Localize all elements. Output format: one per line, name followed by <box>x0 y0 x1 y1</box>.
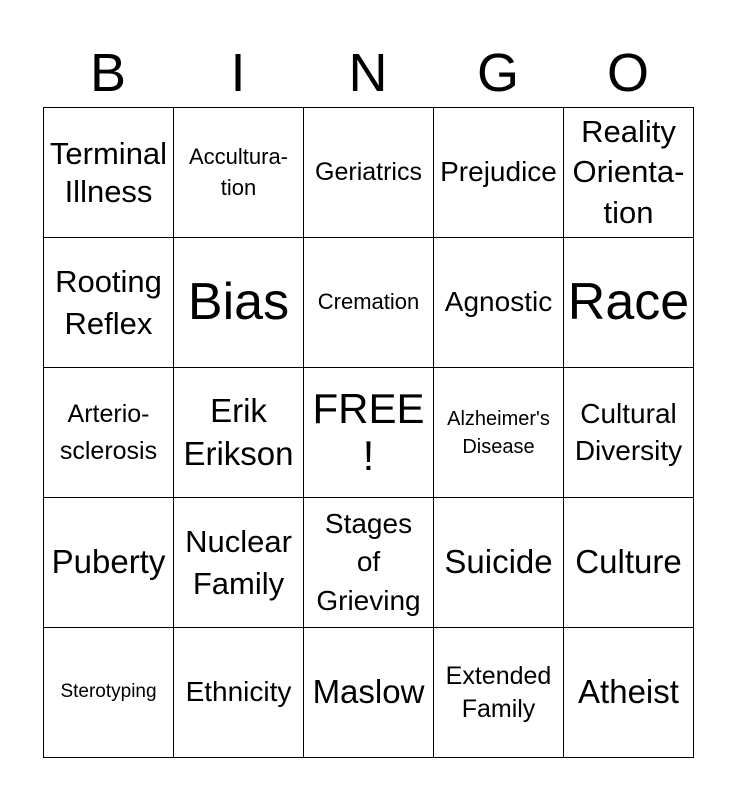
cell-text: FREE ! <box>312 385 425 479</box>
header-letter-b: B <box>89 43 127 103</box>
bingo-cell[interactable] <box>564 238 694 368</box>
bingo-cell[interactable] <box>434 238 564 368</box>
cell-text: Culture <box>575 543 682 581</box>
bingo-cell[interactable] <box>564 108 694 238</box>
bingo-cell[interactable] <box>434 368 564 498</box>
bingo-cell[interactable] <box>44 108 174 238</box>
header-letter-i: I <box>230 43 246 103</box>
cell-text: Maslow <box>312 673 425 711</box>
cell-text: Sterotyping <box>60 681 157 703</box>
bingo-cell[interactable] <box>44 498 174 628</box>
bingo-cell[interactable] <box>174 628 304 758</box>
cell-text: Alzheimer's Disease <box>447 407 550 458</box>
bingo-cell[interactable] <box>304 108 434 238</box>
cell-text: Stages of Grieving <box>316 507 421 616</box>
cell-text: Suicide <box>444 543 553 581</box>
cell-text: Ethnicity <box>185 676 292 708</box>
header-letter-g: G <box>476 43 519 103</box>
bingo-cell[interactable] <box>304 628 434 758</box>
cell-text: Rooting Reflex <box>55 263 162 341</box>
bingo-cell[interactable] <box>434 108 564 238</box>
bingo-cell[interactable] <box>44 368 174 498</box>
cell-text: Prejudice <box>440 156 557 188</box>
cell-text: Nuclear Family <box>185 523 292 601</box>
cell-text: Arterio- sclerosis <box>59 400 158 465</box>
cell-text: Cremation <box>317 289 420 315</box>
bingo-board <box>43 107 694 758</box>
cell-text: Atheist <box>578 673 679 711</box>
cell-text: Terminal Illness <box>49 136 168 209</box>
bingo-cell[interactable] <box>174 498 304 628</box>
cell-text: Reality Orienta- tion <box>572 114 685 230</box>
bingo-cell[interactable] <box>174 368 304 498</box>
free-space[interactable] <box>304 368 434 498</box>
bingo-cell[interactable] <box>434 628 564 758</box>
bingo-cell[interactable] <box>304 238 434 368</box>
cell-text: Cultural Diversity <box>574 398 683 466</box>
bingo-cell[interactable] <box>174 238 304 368</box>
bingo-cell[interactable] <box>434 498 564 628</box>
header-letter-n: N <box>348 43 388 103</box>
bingo-cell[interactable] <box>564 498 694 628</box>
bingo-cell[interactable] <box>174 108 304 238</box>
cell-text: Bias <box>187 273 290 332</box>
bingo-cell[interactable] <box>564 628 694 758</box>
cell-text: Erik Erikson <box>183 391 294 472</box>
header-letter-o: O <box>606 43 649 103</box>
bingo-cell[interactable] <box>564 368 694 498</box>
cell-text: Extended Family <box>445 662 552 723</box>
cell-text: Agnostic <box>444 286 553 318</box>
bingo-cell[interactable] <box>44 628 174 758</box>
cell-text: Geriatrics <box>315 157 422 186</box>
bingo-cell[interactable] <box>304 498 434 628</box>
cell-text: Accultura- tion <box>188 143 289 200</box>
bingo-header <box>43 42 693 104</box>
cell-text: Race <box>567 273 690 332</box>
cell-text: Puberty <box>51 543 166 581</box>
bingo-cell[interactable] <box>44 238 174 368</box>
